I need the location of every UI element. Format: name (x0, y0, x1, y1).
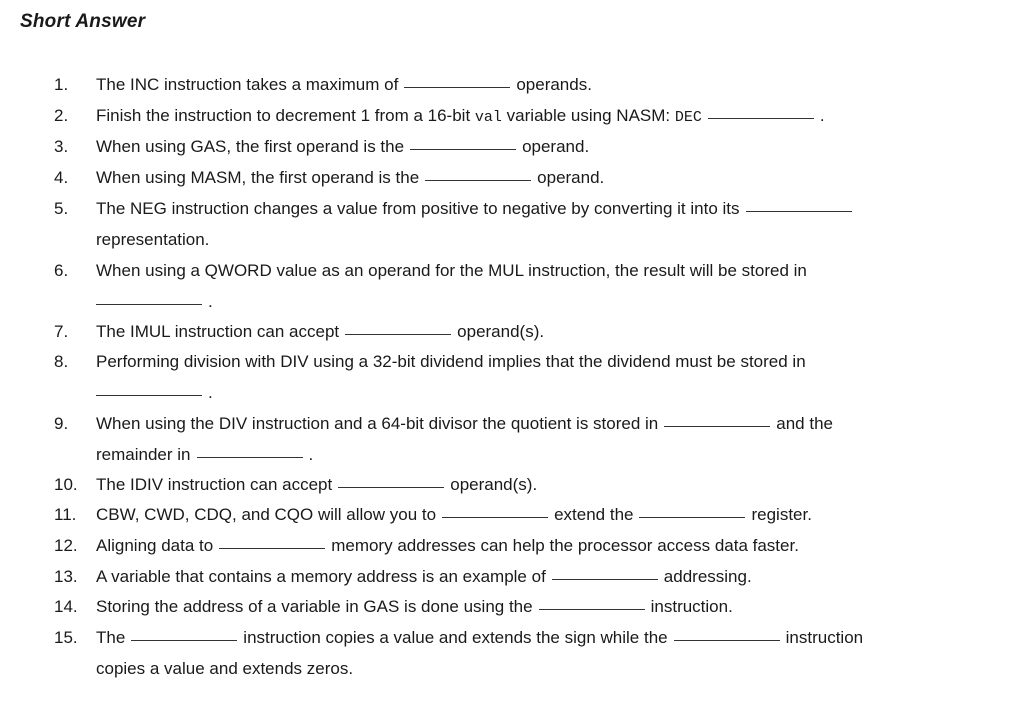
question-text: representation. (96, 229, 210, 249)
answer-blank[interactable] (674, 639, 780, 641)
question-text: When using a QWORD value as an operand for the MUL instruction, the result will be stored in (96, 261, 807, 280)
answer-blank[interactable] (345, 333, 451, 335)
question-number: 4. (54, 168, 69, 187)
question-7 (54, 317, 544, 348)
question-2 (54, 101, 825, 134)
question-8 (54, 347, 806, 408)
question-text: operand(s). (450, 475, 538, 494)
question-text: operands. (516, 75, 592, 94)
question-number: 7. (54, 322, 69, 341)
question-number: 2. (54, 106, 69, 125)
question-text: The INC instruction takes a maximum of (96, 75, 399, 94)
answer-blank[interactable] (708, 117, 814, 119)
question-3 (54, 132, 589, 163)
question-11 (54, 500, 812, 531)
section-heading: Short Answer (20, 11, 146, 32)
question-text: register. (751, 505, 812, 524)
question-text: extend the (554, 505, 634, 524)
question-14 (54, 592, 733, 623)
question-text: operand. (522, 137, 590, 156)
question-10 (54, 470, 537, 501)
question-number: 11. (54, 505, 77, 524)
question-text: Finish the instruction to decrement 1 from a 16-bit (96, 106, 471, 125)
question-text: When using MASM, the first operand is the (96, 168, 420, 187)
code-dec: DEC (674, 109, 702, 126)
question-number: 10. (54, 475, 78, 494)
question-number: 15. (54, 628, 78, 647)
question-text: The IMUL instruction can accept (96, 322, 340, 341)
question-number: 8. (54, 352, 69, 371)
question-text: Storing the address of a variable in GAS is done using the (96, 597, 533, 616)
question-12 (54, 531, 799, 562)
question-text: remainder in (96, 444, 191, 464)
question-number: 9. (54, 414, 69, 433)
question-4 (54, 163, 604, 194)
answer-blank[interactable] (197, 456, 303, 458)
answer-blank[interactable] (219, 547, 325, 549)
answer-blank[interactable] (639, 516, 745, 518)
answer-blank[interactable] (539, 608, 645, 610)
question-text: The NEG instruction changes a value from positive to negative by converting it into its (96, 199, 740, 218)
question-text: . (308, 444, 314, 464)
question-text: memory addresses can help the processor access data faster. (331, 536, 799, 555)
question-5 (54, 194, 858, 255)
code-val: val (474, 109, 502, 126)
question-text: When using the DIV instruction and a 64-bit divisor the quotient is stored in (96, 414, 659, 433)
question-text: The (96, 628, 126, 647)
question-9 (54, 409, 833, 470)
answer-blank[interactable] (425, 179, 531, 181)
question-6 (54, 256, 807, 317)
answer-blank[interactable] (664, 425, 770, 427)
answer-blank[interactable] (404, 86, 510, 88)
answer-blank[interactable] (131, 639, 237, 641)
question-text: operand(s). (457, 322, 545, 341)
question-13 (54, 562, 752, 593)
question-number: 12. (54, 536, 78, 555)
answer-blank[interactable] (442, 516, 548, 518)
question-text: instruction. (650, 597, 733, 616)
question-number: 13. (54, 567, 78, 586)
question-text: . (819, 106, 825, 125)
question-text: . (208, 382, 213, 402)
question-text: variable using NASM: (506, 106, 671, 125)
answer-blank[interactable] (552, 578, 658, 580)
answer-blank[interactable] (338, 486, 444, 488)
question-1 (54, 70, 592, 101)
question-15 (54, 623, 863, 684)
question-text: The IDIV instruction can accept (96, 475, 333, 494)
question-text: CBW, CWD, CDQ, and CQO will allow you to (96, 505, 437, 524)
question-text: instruction copies a value and extends the sign while the (243, 628, 668, 647)
question-text: Aligning data to (96, 536, 214, 555)
question-text: copies a value and extends zeros. (96, 658, 354, 678)
question-number: 6. (54, 261, 69, 280)
question-number: 14. (54, 597, 78, 616)
answer-blank[interactable] (96, 394, 202, 396)
answer-blank[interactable] (746, 210, 852, 212)
question-number: 5. (54, 199, 69, 218)
answer-blank[interactable] (410, 148, 516, 150)
question-number: 3. (54, 137, 69, 156)
question-text: instruction (785, 628, 864, 647)
question-text: and the (776, 414, 833, 433)
question-text: Performing division with DIV using a 32-bit dividend implies that the dividend must be stored in (96, 352, 806, 371)
question-text: . (208, 291, 213, 311)
answer-blank[interactable] (96, 303, 202, 305)
question-text: A variable that contains a memory address is an example of (96, 567, 546, 586)
question-text: addressing. (663, 567, 752, 586)
question-number: 1. (54, 75, 69, 94)
question-text: operand. (537, 168, 605, 187)
question-text: When using GAS, the first operand is the (96, 137, 405, 156)
